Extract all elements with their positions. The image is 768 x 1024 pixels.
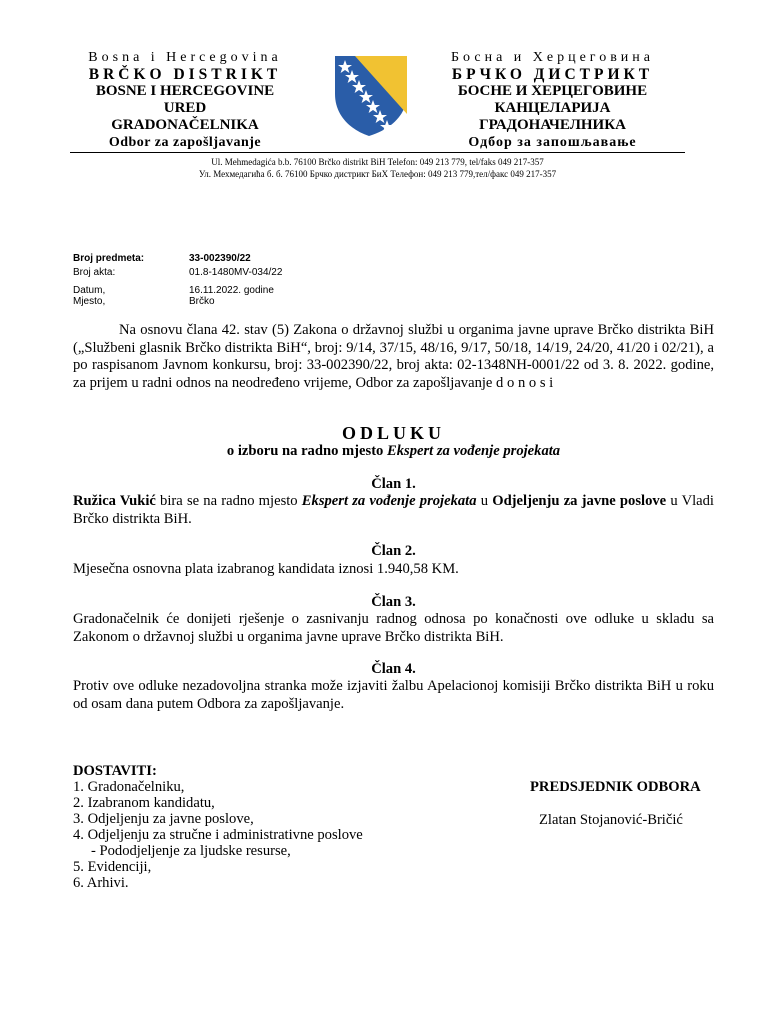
list-item: - Pododjeljenje za ljudske resurse, xyxy=(91,843,291,859)
decision-subtitle-prefix: o izboru na radno mjesto xyxy=(226,443,388,459)
candidate-name: Ružica Vukić xyxy=(73,493,156,509)
article-1-text-c: u Vladi Brčko distrikta BiH. xyxy=(73,493,714,527)
list-item: 2. Izabranom kandidatu, xyxy=(73,795,215,811)
article-3-text: Gradonačelnik će donijeti rješenje o zasnivanju radnog odnosa po konačnosti ove odluke u skladu sa Zakonom o državnoj službi u organima javne uprave Brčko distrikta BiH. xyxy=(73,611,714,645)
list-item: 1. Gradonačelniku, xyxy=(73,779,185,795)
address-cyrillic: Ул. Мехмедагића б. б. 76100 Брчко дистрикт БиХ Телефон: 049 213 779,тел/факс 049 217-357 xyxy=(198,169,557,179)
list-item: 3. Odjeljenju za javne poslove, xyxy=(73,811,254,827)
signatory-name: Zlatan Stojanović-Bričić xyxy=(539,812,683,828)
district-name-cyrillic: БРЧКО ДИСТРИКТ xyxy=(451,66,654,83)
mayor-latin: GRADONAČELNIKA xyxy=(111,117,259,133)
letterhead-latin xyxy=(70,50,300,152)
office-latin: URED xyxy=(163,100,207,116)
date-value: 16.11.2022. godine xyxy=(189,285,274,296)
district-name-latin: BRČKO DISTRIKT xyxy=(88,66,282,83)
place-label: Mjesto, xyxy=(73,296,106,307)
letterhead-cyrillic xyxy=(430,50,675,152)
board-name-latin: Odbor za zapošljavanje xyxy=(108,135,262,150)
article-2-text: Mjesečna osnovna plata izabranog kandidata iznosi 1.940,58 KM. xyxy=(73,561,459,577)
mayor-cyrillic: ГРАДОНАЧЕЛНИКА xyxy=(479,117,626,133)
act-number-value: 01.8-1480MV-034/22 xyxy=(189,267,283,278)
place-value: Brčko xyxy=(189,296,215,307)
case-number-label: Broj predmeta: xyxy=(73,253,145,264)
list-item: 4. Odjeljenju za stručne i administrativne poslove xyxy=(73,827,363,843)
act-number-label: Broj akta: xyxy=(73,267,116,278)
coat-of-arms-icon xyxy=(333,54,409,138)
decision-title-text: ODLUKU xyxy=(341,423,445,443)
address-latin: Ul. Mehmedagića b.b. 76100 Brčko distrikt BiH Telefon: 049 213 779, tel/faks 049 217-357 xyxy=(211,157,544,167)
decision-title xyxy=(73,425,714,444)
district-line2-latin: BOSNE I HERCEGOVINE xyxy=(95,83,275,99)
office-cyrillic: КАНЦЕЛАРИЈА xyxy=(494,100,611,116)
decision-subtitle xyxy=(73,443,714,460)
date-label: Datum, xyxy=(73,285,106,296)
board-name-cyrillic: Одбор за запошљавање xyxy=(468,135,637,150)
article-1-text-b: u xyxy=(476,493,493,509)
country-name-cyrillic: Босна и Херцеговина xyxy=(450,50,655,65)
article-1-heading: Član 1. xyxy=(371,476,416,492)
intro-paragraph: Na osnovu člana 42. stav (5) Zakona o državnoj službi u organima javne uprave Brčko distrikta BiH („Službeni glasnik Brčko distrikta BiH“, broj: 9/14, 37/15, 48/16, 9/17, 50/18, 14/19, 24/20, 41/20 i 02/21), a po raspisanom Javnom konkursu, broj: 33-002390/22, broj akta: 02-1348NH-0001/22 od 3. 8. 2022. godine, za prijem u radni odnos na neodređeno vrijeme, Odbor za zapošljavanje d o n o s i xyxy=(73,322,714,391)
article-1-department: Odjeljenju za javne poslove xyxy=(492,493,667,509)
list-item: 5. Evidenciji, xyxy=(73,859,152,875)
article-3-heading: Član 3. xyxy=(371,594,416,610)
article-1-text xyxy=(73,493,714,528)
signatory-title: PREDSJEDNIK ODBORA xyxy=(530,779,701,795)
article-4-text: Protiv ove odluke nezadovoljna stranka može izjaviti žalbu Apelacionoj komisiji Brčko distrikta BiH u roku od osam dana putem Odbora za zapošljavanje. xyxy=(73,678,714,712)
decision-subtitle-position: Ekspert za vođenje projekata xyxy=(387,443,561,459)
article-2-heading: Član 2. xyxy=(371,543,416,559)
distribution-heading: DOSTAVITI: xyxy=(73,763,157,779)
country-name-latin: Bosna i Hercegovina xyxy=(88,50,282,65)
case-number-value: 33-002390/22 xyxy=(189,253,251,264)
article-1-position: Ekspert za vođenje projekata xyxy=(301,493,477,509)
list-item: 6. Arhivi. xyxy=(73,875,129,891)
distribution-list xyxy=(73,763,363,891)
district-line2-cyrillic: БОСНЕ И ХЕРЦЕГОВИНЕ xyxy=(457,83,648,99)
article-4-heading: Član 4. xyxy=(371,661,416,677)
letterhead-divider xyxy=(70,152,685,153)
article-1-text-a: bira se na radno mjesto xyxy=(155,493,302,509)
